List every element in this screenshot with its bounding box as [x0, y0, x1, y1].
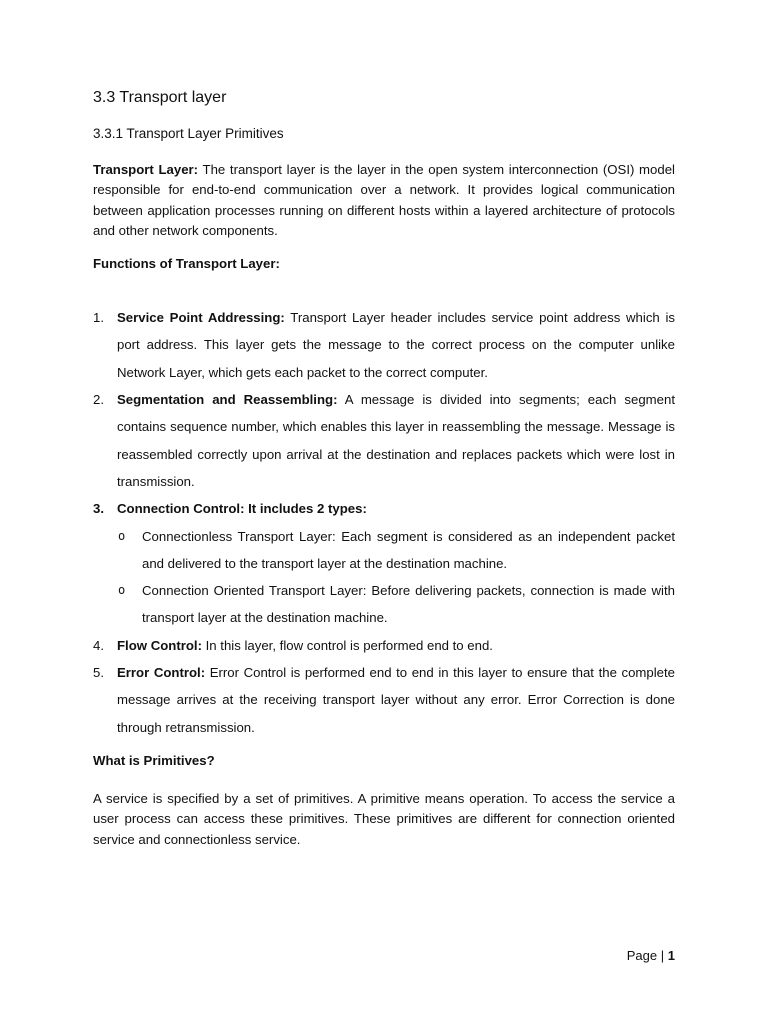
list-item-term: Segmentation and Reassembling: — [117, 392, 338, 408]
subsection-title: 3.3.1 Transport Layer Primitives — [93, 126, 284, 141]
list-item-text: Transport Layer header includes service point address which is port address. This layer gets the message to the correct process on the computer unlike Network Layer, which gets each packet to the correct computer. — [117, 310, 675, 380]
sub-list-item-text: Connection Oriented Transport Layer: Before delivering packets, connection is made with transport layer at the destination machine. — [142, 583, 675, 626]
sub-list-item — [93, 523, 675, 578]
page-content — [93, 86, 675, 863]
page-separator: | — [660, 948, 665, 963]
bullet-icon: o — [118, 528, 126, 543]
list-marker: 3. — [93, 501, 104, 517]
list-item — [93, 632, 675, 659]
section-title — [93, 86, 675, 110]
list-item-term: Service Point Addressing: — [117, 310, 285, 326]
intro-text: The transport layer is the layer in the open system interconnection (OSI) model responsible for end-to-end communication over a network. It provides logical communication between application processes running on different hosts within a layered architecture of protocols and other network components. — [93, 162, 675, 238]
sub-list-item-text: Connectionless Transport Layer: Each segment is considered as an independent packet and delivered to the transport layer at the destination machine. — [142, 528, 675, 571]
functions-list — [93, 304, 675, 741]
page-number: 1 — [667, 948, 675, 963]
list-item — [93, 495, 675, 631]
list-marker: 5. — [93, 665, 104, 681]
primitives-heading: What is Primitives? — [93, 752, 215, 768]
list-marker: 4. — [93, 637, 104, 653]
intro-paragraph — [93, 160, 675, 241]
list-marker: 1. — [93, 310, 104, 326]
page-footer — [627, 946, 675, 966]
bullet-icon: o — [118, 583, 126, 598]
sub-list-item — [93, 577, 675, 632]
list-item — [93, 304, 675, 386]
list-item-term: Connection Control: It includes 2 types: — [117, 501, 367, 517]
page-label: Page — [626, 948, 658, 963]
list-item — [93, 659, 675, 741]
section-number: 3.3 — [93, 89, 116, 106]
list-marker: 2. — [93, 392, 104, 408]
list-item-text: Error Control is performed end to end in this layer to ensure that the complete message arrives at the receiving transport layer without any error. Error Correction is done through retransmission. — [117, 665, 676, 735]
connection-types-list — [117, 523, 675, 632]
list-item — [93, 386, 675, 495]
list-item-term: Error Control: — [117, 665, 206, 681]
primitives-paragraph: A service is specified by a set of primitives. A primitive means operation. To access the service a user process can access these primitives. These primitives are different for connection oriented service and connectionless service. — [93, 790, 675, 847]
functions-heading: Functions of Transport Layer: — [93, 256, 280, 272]
section-title-text: Transport layer — [119, 89, 227, 106]
list-item-text: A message is divided into segments; each segment contains sequence number, which enables this layer in reassembling the message. Message is reassembled correctly upon arrival at the destination and replaces packets which were lost in transmission. — [117, 392, 675, 489]
intro-term: Transport Layer: — [93, 162, 199, 177]
list-item-term: Flow Control: — [117, 637, 202, 653]
list-item-text: In this layer, flow control is performed end to end. — [201, 637, 493, 653]
